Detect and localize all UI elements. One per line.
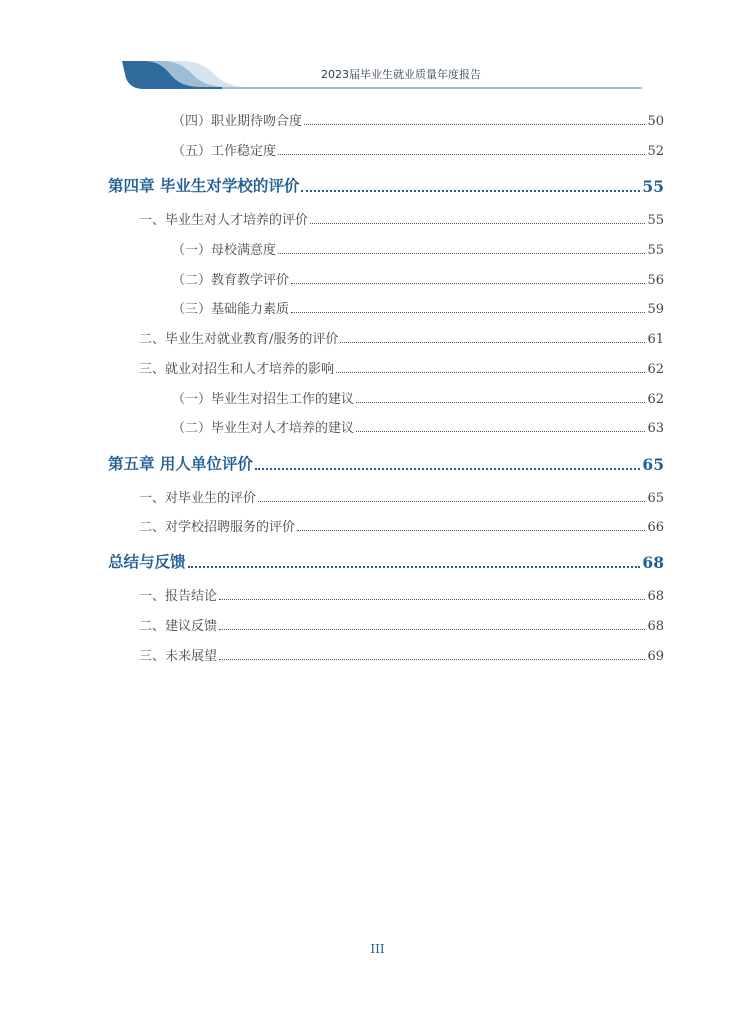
toc-entry[interactable] [172, 269, 664, 288]
toc-entry-label: （三）基础能力素质 [172, 302, 290, 317]
toc-entry-page: 55 [647, 243, 664, 258]
toc-entry-label: 一、报告结论 [139, 589, 218, 604]
toc-entry[interactable] [139, 487, 664, 506]
dot-leader [258, 501, 645, 502]
dot-leader [336, 372, 645, 373]
toc-entry[interactable] [108, 550, 664, 572]
dot-leader [219, 599, 645, 600]
toc-entry-label: 三、未来展望 [139, 649, 218, 664]
toc-entry-page: 62 [647, 362, 664, 377]
toc-entry-label: 总结与反馈 [108, 552, 186, 571]
toc-entry[interactable] [139, 328, 664, 347]
toc-entry-page: 68 [642, 553, 664, 572]
dot-leader [304, 124, 645, 125]
toc-entry-label: 第五章 用人单位评价 [108, 454, 253, 473]
header-title: 2023届毕业生就业质量年度报告 [321, 68, 481, 81]
toc-entry[interactable] [139, 615, 664, 634]
toc-entry-page: 69 [647, 649, 664, 664]
toc-entry[interactable] [139, 585, 664, 604]
toc-entry-page: 61 [647, 332, 664, 347]
toc-entry[interactable] [139, 358, 664, 377]
toc-entry-page: 68 [647, 589, 664, 604]
toc-entry[interactable] [139, 209, 664, 228]
dot-leader [255, 468, 641, 470]
toc-entry-label: 二、毕业生对就业教育/服务的评价 [139, 332, 339, 347]
toc-entry-label: 三、就业对招生和人才培养的影响 [139, 362, 335, 377]
dot-leader [219, 659, 645, 660]
toc-entry-page: 63 [647, 421, 664, 436]
toc-entry-label: （四）职业期待吻合度 [172, 114, 303, 129]
toc-entry[interactable] [172, 239, 664, 258]
toc-entry-label: （一）母校满意度 [172, 243, 277, 258]
toc-entry[interactable] [139, 645, 664, 664]
dot-leader [219, 629, 645, 630]
toc-entry-label: （二）教育教学评价 [172, 273, 290, 288]
toc-entry-page: 62 [647, 392, 664, 407]
toc-entry-page: 68 [647, 619, 664, 634]
dot-leader [310, 223, 645, 224]
toc-entry[interactable] [172, 417, 664, 436]
toc-entry-page: 55 [642, 177, 664, 196]
dot-leader [356, 402, 645, 403]
dot-leader [278, 253, 645, 254]
dot-leader [301, 190, 640, 192]
toc-entry[interactable] [108, 452, 664, 474]
toc-entry-page: 66 [647, 520, 664, 535]
dot-leader [340, 342, 645, 343]
toc-entry[interactable] [172, 140, 664, 159]
toc-entry-label: 一、对毕业生的评价 [139, 491, 257, 506]
toc-entry-page: 56 [647, 273, 664, 288]
toc-entry-page: 65 [642, 455, 664, 474]
toc-entry-label: （五）工作稳定度 [172, 144, 277, 159]
toc-entry-page: 55 [647, 213, 664, 228]
toc-entry[interactable] [172, 110, 664, 129]
dot-leader [356, 431, 645, 432]
dot-leader [291, 312, 645, 313]
toc-entry-page: 52 [647, 144, 664, 159]
dot-leader [297, 530, 645, 531]
toc-entry-label: 二、建议反馈 [139, 619, 218, 634]
toc-entry-page: 59 [647, 302, 664, 317]
dot-leader [278, 154, 645, 155]
toc-entry[interactable] [139, 516, 664, 535]
toc-entry-page: 50 [647, 114, 664, 129]
toc-entry-label: （一）毕业生对招生工作的建议 [172, 392, 355, 407]
dot-leader [291, 283, 645, 284]
toc-entry[interactable] [108, 174, 664, 196]
toc-entry-label: 一、毕业生对人才培养的评价 [139, 213, 309, 228]
toc-entry-label: 二、对学校招聘服务的评价 [139, 520, 296, 535]
toc-entry[interactable] [172, 298, 664, 317]
dot-leader [188, 566, 641, 568]
page-number: III [370, 942, 385, 956]
toc-entry[interactable] [172, 388, 664, 407]
toc-entry-page: 65 [647, 491, 664, 506]
toc-entry-label: （二）毕业生对人才培养的建议 [172, 421, 355, 436]
toc-entry-label: 第四章 毕业生对学校的评价 [108, 176, 300, 195]
